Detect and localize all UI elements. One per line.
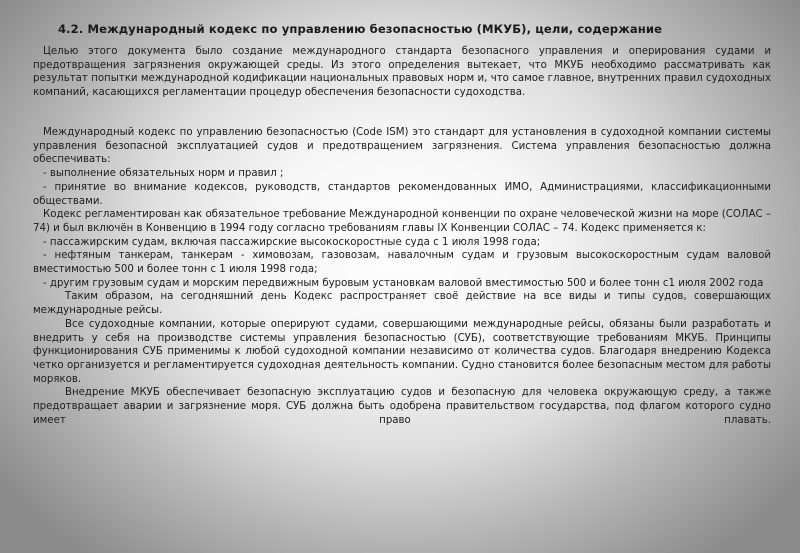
requirement-item: - выполнение обязательных норм и правил ; [43,168,284,180]
scope-paragraph: Таким образом, на сегодняшний день Кодекс распространяет своё действие на все виды и типы судов, совершающих международные рейсы. [33,291,771,317]
body-text [33,126,771,427]
intro-paragraph: Целью этого документа было создание международного стандарта безопасного управления и оперирования судами и предотвращения загрязнения окружающей среды. Из этого определения вытекает, что МКУБ необходимо рассматривать как результат попытки международной кодификации национальных правовых норм и, что самое главное, внутренних правил судоходных компаний, касающихся регламентации процедур обеспечения безопасности судоходства. [33,46,771,99]
regulation-paragraph: Кодекс регламентирован как обязательное требование Международной конвенции по охране человеческой жизни на море (СОЛАС – 74) и был включён в Конвенцию в 1994 году согласно требованиям главы IX Конвенции СОЛАС – 74. Кодекс применяется к: [33,209,771,234]
companies-paragraph: Все судоходные компании, которые оперируют судами, совершающими международные рейсы, обязаны были разработать и внедрить у себя на производстве системы управления безопасностью (СУБ), соответствующие требованиям МКУБ. Принципы функционирования СУБ применимы к любой судоходной компании независимо от количества судов. Благодаря внедрению Кодекса четко организуется и регламентируется судоходная деятельность компании. Судно становится более безопасным местом для работы моряков. [33,318,771,385]
implementation-paragraph: Внедрение МКУБ обеспечивает безопасную эксплуатацию судов и безопасную для человека окружающую среду, а также предотвращает аварии и загрязнение моря. СУБ должна быть одобрена правительством государства, под флагом которого судно имеет право плавать. [33,387,771,426]
requirement-item: - принятие во внимание кодексов, руководств, стандартов рекомендованных ИМО, Администрациями, классификационными обществами. [33,181,771,207]
applies-to-item: - нефтяным танкерам, танкерам - химовозам, газовозам, навалочным судам и грузовым высокоскоростным судам валовой вместимостью 500 и более тонн с 1 июля 1998 года; [33,250,771,276]
slide-title: 4.2. Международный кодекс по управлению безопасностью (МКУБ), цели, содержание [58,22,663,36]
applies-to-item: - пассажирским судам, включая пассажирские высокоскоростные суда с 1 июля 1998 года; [43,236,541,248]
applies-to-item: - другим грузовым судам и морским передвижным буровым установкам валовой вместимостью 500 и более тонн с1 июля 2002 года [43,277,764,289]
code-definition-paragraph: Международный кодекс по управлению безопасностью (Code ISM) это стандарт для установления в судоходной компании системы управления безопасной эксплуатацией судов и предотвращением загрязнения. Система управления безопасностью должна обеспечивать: [33,127,771,166]
